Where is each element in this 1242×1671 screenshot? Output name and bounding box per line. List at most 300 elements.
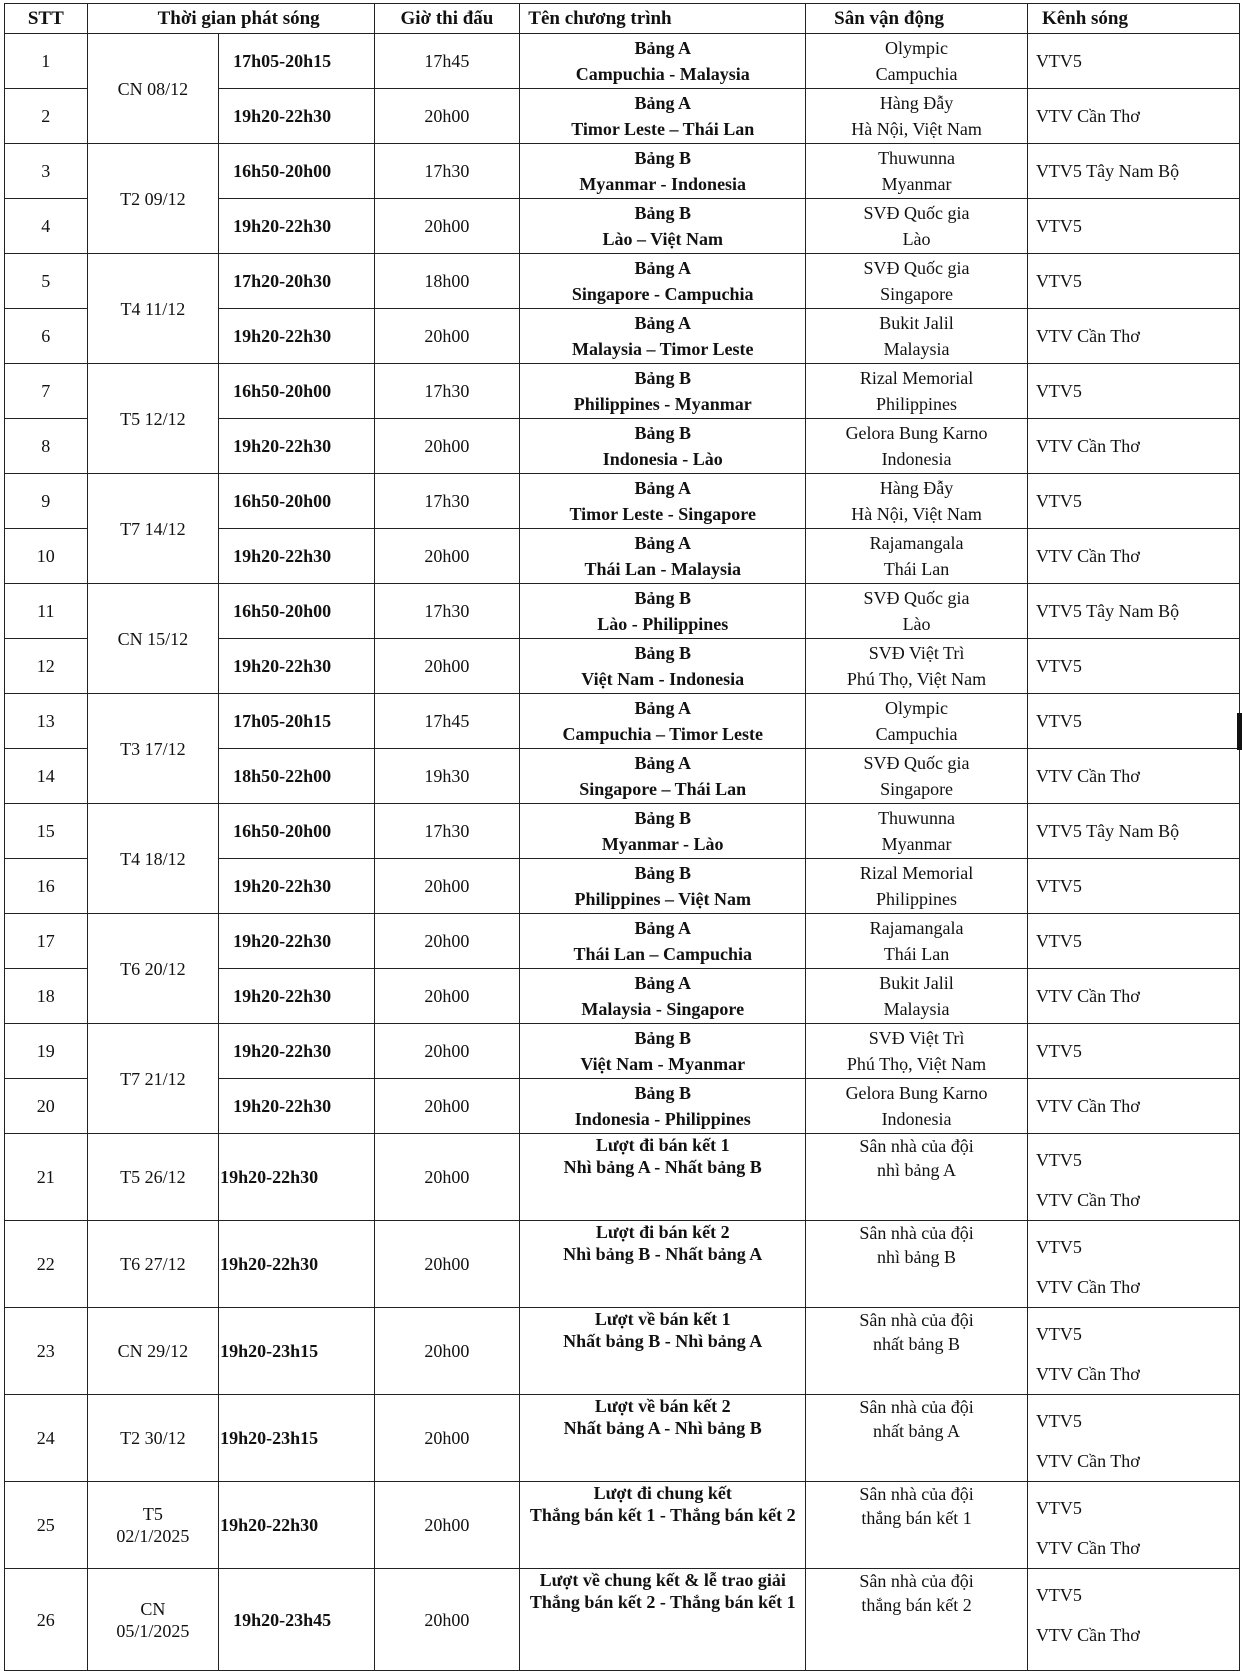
row-broadcast-time: 19h20-22h30	[219, 639, 374, 694]
row-venue	[806, 969, 1028, 1024]
row-date: T5 26/12	[87, 1134, 219, 1221]
row-channel	[1027, 1482, 1239, 1569]
row-venue-line2: Hà Nội, Việt Nam	[851, 119, 982, 139]
row-channel-1: VTV Cần Thơ	[1035, 106, 1140, 126]
row-program-title: Lượt về bán kết 1	[594, 1309, 731, 1329]
table-row	[5, 474, 1240, 529]
row-program-title: Lượt về bán kết 2	[594, 1396, 731, 1416]
row-channel	[1027, 1079, 1239, 1134]
row-stt: 9	[5, 474, 88, 529]
row-broadcast-time: 19h20-22h30	[219, 969, 374, 1024]
row-channel-2: VTV Cần Thơ	[1035, 1625, 1140, 1645]
row-venue-line1: Hàng Đẫy	[879, 478, 954, 498]
row-program	[520, 914, 806, 969]
row-channel-1: VTV5	[1035, 1411, 1082, 1431]
row-venue-line1: Sân nhà của đội	[859, 1484, 974, 1504]
row-program-match: Thái Lan – Campuchia	[573, 944, 752, 964]
row-venue-line1: Olympic	[885, 698, 949, 718]
row-channel	[1027, 914, 1239, 969]
row-venue-line1: SVĐ Quốc gia	[863, 203, 970, 223]
row-stt: 20	[5, 1079, 88, 1134]
row-venue-line1: Sân nhà của đội	[859, 1223, 974, 1243]
row-venue-line1: SVĐ Quốc gia	[863, 753, 970, 773]
row-venue-line2: thắng bán kết 2	[861, 1595, 972, 1615]
row-venue-line1: Sân nhà của đội	[859, 1310, 974, 1330]
row-stt: 1	[5, 34, 88, 89]
row-venue-line1: Gelora Bung Karno	[845, 1083, 988, 1103]
header-row	[5, 4, 1240, 34]
table-row	[5, 584, 1240, 639]
row-kickoff: 20h00	[374, 309, 520, 364]
row-venue	[806, 474, 1028, 529]
row-program-title: Bảng B	[634, 368, 691, 388]
row-program-title: Bảng B	[634, 588, 691, 608]
row-channel-1: VTV5 Tây Nam Bộ	[1035, 821, 1180, 841]
table-row	[5, 1221, 1240, 1308]
row-venue	[806, 199, 1028, 254]
table-row	[5, 694, 1240, 749]
row-venue	[806, 1395, 1028, 1482]
row-channel-1: VTV5	[1035, 1498, 1082, 1518]
row-venue-line1: SVĐ Quốc gia	[863, 258, 970, 278]
row-program-match: Malaysia – Timor Leste	[571, 339, 754, 359]
row-broadcast-time: 16h50-20h00	[219, 474, 374, 529]
row-venue-line1: Hàng Đẫy	[879, 93, 954, 113]
row-channel	[1027, 1134, 1239, 1221]
row-kickoff: 20h00	[374, 859, 520, 914]
row-program	[520, 1221, 806, 1308]
row-venue-line2: Indonesia	[881, 1109, 952, 1129]
row-channel	[1027, 199, 1239, 254]
row-stt: 24	[5, 1395, 88, 1482]
row-venue	[806, 89, 1028, 144]
row-venue-line1: SVĐ Việt Trì	[868, 1028, 965, 1048]
row-venue	[806, 1308, 1028, 1395]
row-date: T5 12/12	[87, 364, 219, 474]
row-broadcast-time: 17h05-20h15	[219, 34, 374, 89]
table-row	[5, 1308, 1240, 1395]
row-channel	[1027, 419, 1239, 474]
row-venue-line2: Hà Nội, Việt Nam	[851, 504, 982, 524]
row-venue-line2: nhì bảng B	[877, 1247, 957, 1267]
row-stt: 8	[5, 419, 88, 474]
row-stt: 5	[5, 254, 88, 309]
row-channel	[1027, 529, 1239, 584]
row-channel-1: VTV5	[1035, 1585, 1082, 1605]
row-venue-line1: SVĐ Việt Trì	[868, 643, 965, 663]
row-program-title: Bảng B	[634, 1083, 691, 1103]
row-venue-line1: Olympic	[885, 38, 949, 58]
row-venue-line2: Singapore	[880, 284, 954, 304]
row-program-match: Nhất bảng A - Nhì bảng B	[563, 1418, 762, 1438]
row-kickoff: 20h00	[374, 419, 520, 474]
row-program	[520, 584, 806, 639]
row-program-match: Campuchia - Malaysia	[575, 64, 750, 84]
row-broadcast-time: 19h20-22h30	[219, 529, 374, 584]
row-program-title: Bảng A	[634, 478, 691, 498]
row-program	[520, 694, 806, 749]
row-channel	[1027, 749, 1239, 804]
row-program	[520, 1134, 806, 1221]
row-stt: 2	[5, 89, 88, 144]
row-kickoff: 17h45	[374, 34, 520, 89]
row-venue-line2: Malaysia	[883, 999, 950, 1019]
row-program-match: Campuchia – Timor Leste	[562, 724, 763, 744]
row-stt: 4	[5, 199, 88, 254]
row-kickoff: 20h00	[374, 639, 520, 694]
header-san-van-dong: Sân vận động	[806, 4, 1028, 34]
row-channel-1: VTV5	[1035, 51, 1082, 71]
row-program-match: Nhì bảng A - Nhất bảng B	[563, 1157, 762, 1177]
row-date: T7 14/12	[87, 474, 219, 584]
row-program	[520, 1482, 806, 1569]
row-venue	[806, 144, 1028, 199]
row-venue-line1: Bukit Jalil	[879, 973, 954, 993]
row-venue-line2: Campuchia	[875, 64, 958, 84]
row-kickoff: 20h00	[374, 529, 520, 584]
row-program-title: Bảng A	[634, 753, 691, 773]
table-row	[5, 1482, 1240, 1569]
row-channel-1: VTV Cần Thơ	[1035, 546, 1140, 566]
row-venue-line1: Gelora Bung Karno	[845, 423, 988, 443]
row-venue-line2: thắng bán kết 1	[861, 1508, 972, 1528]
row-channel-2: VTV Cần Thơ	[1035, 1364, 1140, 1384]
row-stt: 14	[5, 749, 88, 804]
row-venue-line1: Sân nhà của đội	[859, 1397, 974, 1417]
row-program	[520, 89, 806, 144]
header-gio-thi-dau: Giờ thi đấu	[374, 4, 520, 34]
row-channel	[1027, 474, 1239, 529]
row-channel-2: VTV Cần Thơ	[1035, 1538, 1140, 1558]
row-program-match: Myanmar - Lào	[601, 834, 724, 854]
row-channel	[1027, 34, 1239, 89]
table-row	[5, 34, 1240, 89]
row-channel	[1027, 1395, 1239, 1482]
row-date: T6 20/12	[87, 914, 219, 1024]
row-venue	[806, 749, 1028, 804]
row-stt: 11	[5, 584, 88, 639]
row-program	[520, 859, 806, 914]
row-program	[520, 969, 806, 1024]
row-program-match: Thắng bán kết 2 - Thắng bán kết 1	[529, 1592, 796, 1612]
row-program	[520, 639, 806, 694]
row-stt: 6	[5, 309, 88, 364]
table-row	[5, 804, 1240, 859]
row-stt: 18	[5, 969, 88, 1024]
row-date: T2 09/12	[87, 144, 219, 254]
row-stt: 15	[5, 804, 88, 859]
row-program-match: Việt Nam - Indonesia	[581, 669, 745, 689]
row-venue-line2: Thái Lan	[883, 944, 950, 964]
row-program-title: Bảng B	[634, 808, 691, 828]
row-venue-line1: SVĐ Quốc gia	[863, 588, 970, 608]
table-row	[5, 914, 1240, 969]
row-channel-1: VTV5	[1035, 216, 1082, 236]
row-channel	[1027, 804, 1239, 859]
row-channel-1: VTV5	[1035, 491, 1082, 511]
row-channel	[1027, 1221, 1239, 1308]
table-row	[5, 1569, 1240, 1671]
row-kickoff: 20h00	[374, 89, 520, 144]
row-program	[520, 34, 806, 89]
row-channel-1: VTV5	[1035, 876, 1082, 896]
row-channel	[1027, 1569, 1239, 1671]
row-program-match: Philippines - Myanmar	[573, 394, 752, 414]
row-program-match: Nhất bảng B - Nhì bảng A	[563, 1331, 763, 1351]
row-program	[520, 804, 806, 859]
row-program-match: Timor Leste – Thái Lan	[571, 119, 755, 139]
row-date: T3 17/12	[87, 694, 219, 804]
row-venue-line2: nhì bảng A	[877, 1160, 957, 1180]
row-kickoff: 20h00	[374, 914, 520, 969]
row-channel	[1027, 144, 1239, 199]
row-venue-line2: Lào	[902, 229, 931, 249]
row-channel-2: VTV Cần Thơ	[1035, 1277, 1140, 1297]
row-venue-line2: nhất bảng B	[873, 1334, 961, 1354]
row-venue	[806, 309, 1028, 364]
row-program	[520, 749, 806, 804]
row-channel-2: VTV Cần Thơ	[1035, 1451, 1140, 1471]
row-program-title: Bảng B	[634, 863, 691, 883]
row-channel-1: VTV Cần Thơ	[1035, 326, 1140, 346]
row-venue	[806, 914, 1028, 969]
row-program	[520, 419, 806, 474]
edge-mark	[1237, 713, 1242, 750]
row-channel-1: VTV5	[1035, 1237, 1082, 1257]
row-venue-line2: Myanmar	[881, 174, 952, 194]
row-channel-1: VTV5	[1035, 656, 1082, 676]
row-program-title: Bảng A	[634, 93, 691, 113]
row-kickoff: 20h00	[374, 1024, 520, 1079]
row-channel-1: VTV Cần Thơ	[1035, 1096, 1140, 1116]
row-venue	[806, 529, 1028, 584]
row-broadcast-time: 19h20-23h45	[219, 1569, 374, 1671]
row-kickoff: 20h00	[374, 1482, 520, 1569]
row-stt: 16	[5, 859, 88, 914]
row-program-title: Lượt về chung kết & lễ trao giải	[539, 1570, 786, 1590]
row-program	[520, 199, 806, 254]
row-stt: 21	[5, 1134, 88, 1221]
table-row	[5, 364, 1240, 419]
row-program-title: Bảng B	[634, 643, 691, 663]
row-program-match: Indonesia - Lào	[602, 449, 723, 469]
row-kickoff: 20h00	[374, 199, 520, 254]
row-stt: 3	[5, 144, 88, 199]
row-program-title: Bảng A	[634, 38, 691, 58]
header-ten-chuong-trinh: Tên chương trình	[520, 4, 806, 34]
row-broadcast-time: 19h20-22h30	[219, 419, 374, 474]
row-program-match: Indonesia - Philippines	[574, 1109, 751, 1129]
row-broadcast-time: 17h05-20h15	[219, 694, 374, 749]
row-program	[520, 309, 806, 364]
row-venue	[806, 419, 1028, 474]
row-venue-line2: Philippines	[876, 394, 958, 414]
row-broadcast-time: 19h20-23h15	[219, 1395, 374, 1482]
row-broadcast-time: 19h20-22h30	[219, 1221, 374, 1308]
row-stt: 19	[5, 1024, 88, 1079]
row-program-title: Lượt đi bán kết 2	[595, 1222, 730, 1242]
row-venue	[806, 1079, 1028, 1134]
row-channel	[1027, 859, 1239, 914]
header-kenh-song: Kênh sóng	[1027, 4, 1239, 34]
row-venue	[806, 1221, 1028, 1308]
row-program-match: Singapore - Campuchia	[571, 284, 754, 304]
row-broadcast-time: 19h20-22h30	[219, 1024, 374, 1079]
row-program-title: Bảng A	[634, 698, 691, 718]
row-program-title: Bảng B	[634, 1028, 691, 1048]
row-venue-line1: Thuwunna	[878, 808, 956, 828]
row-channel	[1027, 584, 1239, 639]
row-channel-1: VTV5	[1035, 931, 1082, 951]
row-kickoff: 17h30	[374, 144, 520, 199]
row-venue-line2: Singapore	[880, 779, 954, 799]
row-broadcast-time: 16h50-20h00	[219, 804, 374, 859]
row-channel-1: VTV5 Tây Nam Bộ	[1035, 161, 1180, 181]
row-venue-line1: Rizal Memorial	[859, 368, 974, 388]
row-date: T4 11/12	[87, 254, 219, 364]
row-channel-1: VTV5	[1035, 711, 1082, 731]
row-channel	[1027, 309, 1239, 364]
row-date: T6 27/12	[87, 1221, 219, 1308]
row-venue-line2: Lào	[902, 614, 931, 634]
row-channel-1: VTV5	[1035, 1150, 1082, 1170]
row-broadcast-time: 19h20-22h30	[219, 89, 374, 144]
row-date: T5 02/1/2025	[87, 1482, 219, 1569]
row-program	[520, 1079, 806, 1134]
row-stt: 7	[5, 364, 88, 419]
row-channel	[1027, 254, 1239, 309]
row-broadcast-time: 17h20-20h30	[219, 254, 374, 309]
row-program	[520, 1395, 806, 1482]
row-broadcast-time: 19h20-23h15	[219, 1308, 374, 1395]
row-program-match: Malaysia - Singapore	[581, 999, 745, 1019]
row-broadcast-time: 19h20-22h30	[219, 914, 374, 969]
table-row	[5, 144, 1240, 199]
row-channel-1: VTV5	[1035, 1041, 1082, 1061]
row-kickoff: 20h00	[374, 1308, 520, 1395]
row-venue	[806, 859, 1028, 914]
table-row	[5, 1134, 1240, 1221]
row-channel	[1027, 1308, 1239, 1395]
row-channel-1: VTV5	[1035, 381, 1082, 401]
row-venue-line1: Sân nhà của đội	[859, 1571, 974, 1591]
row-program-title: Bảng A	[634, 973, 691, 993]
row-program-match: Lào - Philippines	[597, 614, 729, 634]
row-program-match: Thái Lan - Malaysia	[584, 559, 741, 579]
row-channel	[1027, 639, 1239, 694]
row-date: T2 30/12	[87, 1395, 219, 1482]
row-kickoff: 20h00	[374, 1569, 520, 1671]
row-kickoff: 20h00	[374, 1221, 520, 1308]
row-channel-1: VTV5	[1035, 271, 1082, 291]
row-venue-line1: Rizal Memorial	[859, 863, 974, 883]
row-channel	[1027, 969, 1239, 1024]
row-broadcast-time: 16h50-20h00	[219, 144, 374, 199]
row-program-title: Bảng A	[634, 533, 691, 553]
row-program-match: Myanmar - Indonesia	[579, 174, 747, 194]
row-broadcast-time: 19h20-22h30	[219, 1079, 374, 1134]
row-channel-1: VTV5 Tây Nam Bộ	[1035, 601, 1180, 621]
row-venue-line2: nhất bảng A	[873, 1421, 961, 1441]
row-kickoff: 19h30	[374, 749, 520, 804]
row-broadcast-time: 18h50-22h00	[219, 749, 374, 804]
row-date: CN 05/1/2025	[87, 1569, 219, 1671]
row-venue-line1: Rajamangala	[869, 533, 964, 553]
row-program-title: Bảng B	[634, 148, 691, 168]
row-program-title: Bảng B	[634, 423, 691, 443]
row-venue	[806, 804, 1028, 859]
row-broadcast-time: 19h20-22h30	[219, 1482, 374, 1569]
row-channel-1: VTV Cần Thơ	[1035, 436, 1140, 456]
row-venue-line1: Rajamangala	[869, 918, 964, 938]
row-program	[520, 144, 806, 199]
row-date: CN 08/12	[87, 34, 219, 144]
row-channel-2: VTV Cần Thơ	[1035, 1190, 1140, 1210]
row-program-title: Bảng B	[634, 203, 691, 223]
row-venue	[806, 1134, 1028, 1221]
row-venue	[806, 34, 1028, 89]
row-date: T7 21/12	[87, 1024, 219, 1134]
row-venue-line2: Campuchia	[875, 724, 958, 744]
row-kickoff: 17h30	[374, 584, 520, 639]
row-program-match: Singapore – Thái Lan	[579, 779, 747, 799]
row-venue	[806, 584, 1028, 639]
row-venue	[806, 1569, 1028, 1671]
row-program-title: Lượt đi bán kết 1	[595, 1135, 730, 1155]
row-program-match: Thắng bán kết 1 - Thắng bán kết 2	[529, 1505, 796, 1525]
row-broadcast-time: 19h20-22h30	[219, 859, 374, 914]
row-program-match: Nhì bảng B - Nhất bảng A	[563, 1244, 763, 1264]
row-venue-line2: Phú Thọ, Việt Nam	[846, 1054, 987, 1074]
row-program-title: Bảng A	[634, 918, 691, 938]
row-stt: 23	[5, 1308, 88, 1395]
row-kickoff: 20h00	[374, 1079, 520, 1134]
row-channel-1: VTV Cần Thơ	[1035, 766, 1140, 786]
row-venue	[806, 1482, 1028, 1569]
row-date: CN 29/12	[87, 1308, 219, 1395]
row-program	[520, 364, 806, 419]
row-program-title: Bảng A	[634, 258, 691, 278]
table-row	[5, 1024, 1240, 1079]
row-program-match: Philippines – Việt Nam	[574, 889, 751, 909]
row-kickoff: 20h00	[374, 969, 520, 1024]
row-program	[520, 529, 806, 584]
table-row	[5, 254, 1240, 309]
row-venue-line2: Indonesia	[881, 449, 952, 469]
row-stt: 12	[5, 639, 88, 694]
row-date: CN 15/12	[87, 584, 219, 694]
header-stt: STT	[5, 4, 88, 34]
row-broadcast-time: 16h50-20h00	[219, 364, 374, 419]
row-stt: 22	[5, 1221, 88, 1308]
row-program	[520, 1569, 806, 1671]
row-program	[520, 474, 806, 529]
row-venue-line1: Bukit Jalil	[879, 313, 954, 333]
row-broadcast-time: 19h20-22h30	[219, 199, 374, 254]
row-venue-line2: Malaysia	[883, 339, 950, 359]
row-venue	[806, 1024, 1028, 1079]
row-kickoff: 17h30	[374, 804, 520, 859]
row-channel	[1027, 694, 1239, 749]
row-kickoff: 17h30	[374, 364, 520, 419]
row-venue-line1: Sân nhà của đội	[859, 1136, 974, 1156]
row-channel	[1027, 1024, 1239, 1079]
row-stt: 13	[5, 694, 88, 749]
row-program-title: Lượt đi chung kết	[593, 1483, 732, 1503]
row-channel-1: VTV Cần Thơ	[1035, 986, 1140, 1006]
row-program-match: Lào – Việt Nam	[602, 229, 723, 249]
row-broadcast-time: 16h50-20h00	[219, 584, 374, 639]
